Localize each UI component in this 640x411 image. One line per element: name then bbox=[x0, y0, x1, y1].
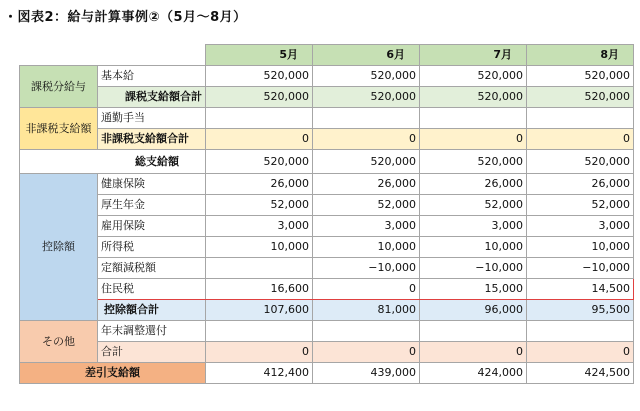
cell-value: 520,000 bbox=[313, 66, 420, 87]
cell-value: 520,000 bbox=[527, 150, 634, 174]
row-label: 課税支給額合計 bbox=[98, 87, 206, 108]
cell-value: 0 bbox=[313, 342, 420, 363]
table-row bbox=[20, 300, 634, 321]
cell-value: 520,000 bbox=[206, 66, 313, 87]
cell-value: 520,000 bbox=[206, 150, 313, 174]
cell-value: 0 bbox=[527, 129, 634, 150]
cell-value: 16,600 bbox=[206, 279, 313, 300]
table-row bbox=[20, 258, 634, 279]
table-row bbox=[20, 321, 634, 342]
month-header: 6月 bbox=[313, 45, 420, 66]
cell-value: 520,000 bbox=[206, 87, 313, 108]
cell-value: 520,000 bbox=[420, 66, 527, 87]
table-row bbox=[20, 129, 634, 150]
row-label: 基本給 bbox=[98, 66, 206, 87]
row-label: 通勤手当 bbox=[98, 108, 206, 129]
row-label: 住民税 bbox=[98, 279, 206, 300]
cell-value: 26,000 bbox=[420, 174, 527, 195]
row-label: 年末調整還付 bbox=[98, 321, 206, 342]
cell-value: 520,000 bbox=[420, 150, 527, 174]
cell-value: 520,000 bbox=[527, 66, 634, 87]
table-row bbox=[20, 342, 634, 363]
cell-value: 52,000 bbox=[527, 195, 634, 216]
cell-value: 26,000 bbox=[313, 174, 420, 195]
row-label: 厚生年金 bbox=[98, 195, 206, 216]
header-blank bbox=[20, 45, 206, 66]
month-header: 7月 bbox=[420, 45, 527, 66]
cell-value: 520,000 bbox=[313, 150, 420, 174]
cell-value: 96,000 bbox=[420, 300, 527, 321]
table-row bbox=[20, 87, 634, 108]
row-label: 控除額合計 bbox=[98, 300, 206, 321]
category-other: その他 bbox=[20, 321, 98, 363]
row-label: 所得税 bbox=[98, 237, 206, 258]
cell-value: 520,000 bbox=[420, 87, 527, 108]
cell-value: 14,500 bbox=[527, 279, 634, 300]
page-title: ・図表2：給与計算事例②（5月～8月） bbox=[4, 10, 247, 25]
table-row bbox=[20, 150, 634, 174]
cell-value: 52,000 bbox=[206, 195, 313, 216]
month-header: 8月 bbox=[527, 45, 634, 66]
cell-value: 3,000 bbox=[527, 216, 634, 237]
cell-value bbox=[313, 321, 420, 342]
table-row bbox=[20, 174, 634, 195]
cell-value: 0 bbox=[527, 342, 634, 363]
cell-value: 0 bbox=[313, 129, 420, 150]
cell-value: 0 bbox=[313, 279, 420, 300]
table-row-highlighted bbox=[20, 279, 634, 300]
cell-value: 3,000 bbox=[313, 216, 420, 237]
cell-value bbox=[527, 321, 634, 342]
cell-value: −10,000 bbox=[527, 258, 634, 279]
cell-value: 95,500 bbox=[527, 300, 634, 321]
cell-value: 3,000 bbox=[420, 216, 527, 237]
cell-value: 3,000 bbox=[206, 216, 313, 237]
cell-value: 520,000 bbox=[313, 87, 420, 108]
row-label: 定額減税額 bbox=[98, 258, 206, 279]
category-taxable: 課税分給与 bbox=[20, 66, 98, 108]
cell-value bbox=[420, 108, 527, 129]
row-label: 健康保険 bbox=[98, 174, 206, 195]
row-label: 非課税支給額合計 bbox=[98, 129, 206, 150]
cell-value: 10,000 bbox=[420, 237, 527, 258]
category-deduction: 控除額 bbox=[20, 174, 98, 321]
cell-value: 52,000 bbox=[313, 195, 420, 216]
cell-value: 424,500 bbox=[527, 363, 634, 384]
header-row bbox=[20, 45, 634, 66]
cell-value: 10,000 bbox=[313, 237, 420, 258]
cell-value: 107,600 bbox=[206, 300, 313, 321]
cell-value: 10,000 bbox=[527, 237, 634, 258]
cell-value bbox=[206, 258, 313, 279]
cell-value bbox=[206, 108, 313, 129]
cell-value: 26,000 bbox=[527, 174, 634, 195]
cell-value: 52,000 bbox=[420, 195, 527, 216]
cell-value bbox=[527, 108, 634, 129]
cell-value: 424,000 bbox=[420, 363, 527, 384]
table-row bbox=[20, 363, 634, 384]
cell-value: 439,000 bbox=[313, 363, 420, 384]
table-row bbox=[20, 66, 634, 87]
row-label: 雇用保険 bbox=[98, 216, 206, 237]
cell-value: 26,000 bbox=[206, 174, 313, 195]
cell-value: −10,000 bbox=[313, 258, 420, 279]
table-row bbox=[20, 237, 634, 258]
cell-value: −10,000 bbox=[420, 258, 527, 279]
table-row bbox=[20, 195, 634, 216]
cell-value: 412,400 bbox=[206, 363, 313, 384]
cell-value: 81,000 bbox=[313, 300, 420, 321]
cell-value: 0 bbox=[420, 129, 527, 150]
table-row bbox=[20, 216, 634, 237]
cell-value: 15,000 bbox=[420, 279, 527, 300]
row-label: 総支給額 bbox=[20, 150, 206, 174]
row-label: 合計 bbox=[98, 342, 206, 363]
cell-value bbox=[420, 321, 527, 342]
cell-value bbox=[206, 321, 313, 342]
payroll-table bbox=[19, 44, 634, 384]
category-nontaxable: 非課税支給額 bbox=[20, 108, 98, 150]
cell-value bbox=[313, 108, 420, 129]
cell-value: 0 bbox=[420, 342, 527, 363]
cell-value: 10,000 bbox=[206, 237, 313, 258]
table-row bbox=[20, 108, 634, 129]
cell-value: 0 bbox=[206, 342, 313, 363]
month-header: 5月 bbox=[206, 45, 313, 66]
cell-value: 0 bbox=[206, 129, 313, 150]
cell-value: 520,000 bbox=[527, 87, 634, 108]
net-pay-label: 差引支給額 bbox=[20, 363, 206, 384]
